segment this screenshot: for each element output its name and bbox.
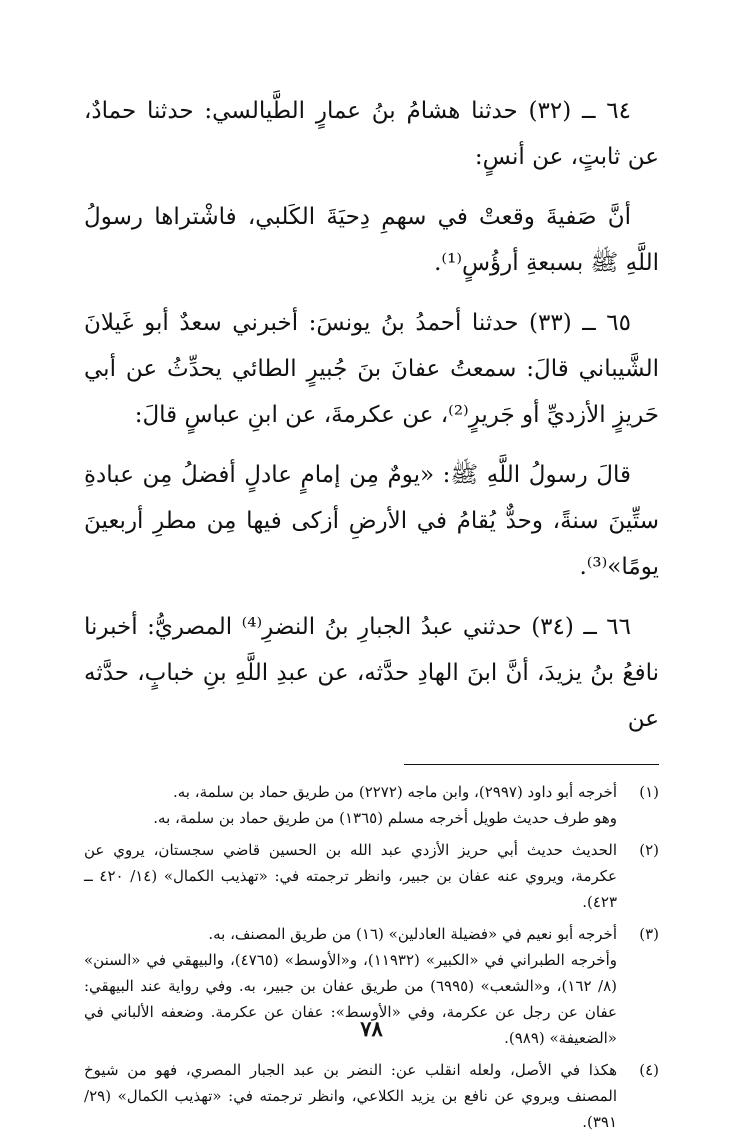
footnote-separator xyxy=(404,764,659,765)
page-number: ٧٨ xyxy=(360,1016,383,1041)
footnote-body xyxy=(84,837,617,915)
main-text xyxy=(84,88,659,742)
hadith-65-matn: قالَ رسولُ اللَّهِ ﷺ: «يومٌ مِن إمامٍ عادلٍ أفضلُ مِن عبادةِ ستِّينَ سنةً، وحدٌّ يُقامُ في الأرضِ أزكى فيها مِن مطرِ أربعينَ يومًا»⁽³⁾. xyxy=(84,462,659,580)
footnote-line: أخرجه أبو داود (٢٩٩٧)، وابن ماجه (٢٢٧٢) من طريق حماد بن سلمة، به. xyxy=(173,783,617,801)
footnote-body xyxy=(84,1057,617,1135)
footnote-number: (٤) xyxy=(639,1061,659,1079)
footnote-number: (٣) xyxy=(639,925,659,943)
footnote-line: وهو طرف حديث طويل أخرجه مسلم (١٣٦٥) من طريق حماد بن سلمة، به. xyxy=(153,809,617,827)
footnote-2 xyxy=(84,837,659,915)
footnote-body xyxy=(84,779,617,831)
hadith-66-isnad: ٦٦ ــ (٣٤) حدثني عبدُ الجبارِ بنُ النضرِ⁽⁴⁾ المصريُّ: أخبرنا نافعُ بنُ يزيدَ، أنَّ ابنَ الهادِ حدَّثه، عن عبدِ اللَّهِ بنِ خبابٍ، حدَّثه عن xyxy=(84,614,659,732)
footnote-number: (١) xyxy=(639,783,659,801)
footnote-1 xyxy=(84,779,659,831)
footnotes xyxy=(84,779,659,1135)
footnote-line: أخرجه أبو نعيم في «فضيلة العادلين» (١٦) من طريق المصنف، به. xyxy=(208,925,617,943)
hadith-64-matn: أنَّ صَفيةَ وقعتْ في سهمِ دِحيَةَ الكَلبي، فاشْتراها رسولُ اللَّهِ ﷺ بسبعةِ أرؤُسٍ⁽¹⁾. xyxy=(84,204,659,276)
hadith-65-isnad: ٦٥ ــ (٣٣) حدثنا أحمدُ بنُ يونسَ: أخبرني سعدٌ أبو غَيلانَ الشَّيباني قالَ: سمعتُ عفانَ بنَ جُبيرٍ الطائي يحدِّثُ عن أبي حَريزٍ الأزديِّ أو جَريرٍ⁽²⁾، عن عكرمةَ، عن ابنِ عباسٍ قالَ: xyxy=(84,310,659,428)
footnote-line: وأخرجه الطبراني في «الكبير» (١١٩٣٢)، و«الأوسط» (٤٧٦٥)، والبيهقي في «السنن» (٨/ ١٦٢)، و«الشعب» (٦٩٩٥) من طريق عفان بن جبير، به. وفي رواية عند البيهقي: عفان عن رجل عن عكرمة، وفي «الأوسط»: عفان عن عكرمة. وضعفه الألباني في «الضعيفة» (٩٨٩). xyxy=(84,951,617,1047)
footnote-line: هكذا في الأصل، ولعله انقلب عن: النضر بن عبد الجبار المصري، فهو من شيوخ المصنف ويروي عن نافع بن يزيد الكلاعي، وانظر ترجمته في: «تهذيب الكمال» (٢٩/ ٣٩١). xyxy=(84,1061,617,1131)
footnote-number: (٢) xyxy=(639,841,659,859)
footnote-line: الحديث حديث أبي حريز الأزدي عبد الله بن الحسين قاضي سجستان، يروي عن عكرمة، ويروي عنه عفان بن جبير، وانظر ترجمته في: «تهذيب الكمال» (١٤/ ٤٢٠ ــ ٤٢٣). xyxy=(84,841,617,911)
hadith-64-isnad: ٦٤ ــ (٣٢) حدثنا هشامُ بنُ عمارٍ الطَّيالسي: حدثنا حمادٌ، عن ثابتٍ، عن أنسٍ: xyxy=(84,98,659,170)
footnote-4 xyxy=(84,1057,659,1135)
